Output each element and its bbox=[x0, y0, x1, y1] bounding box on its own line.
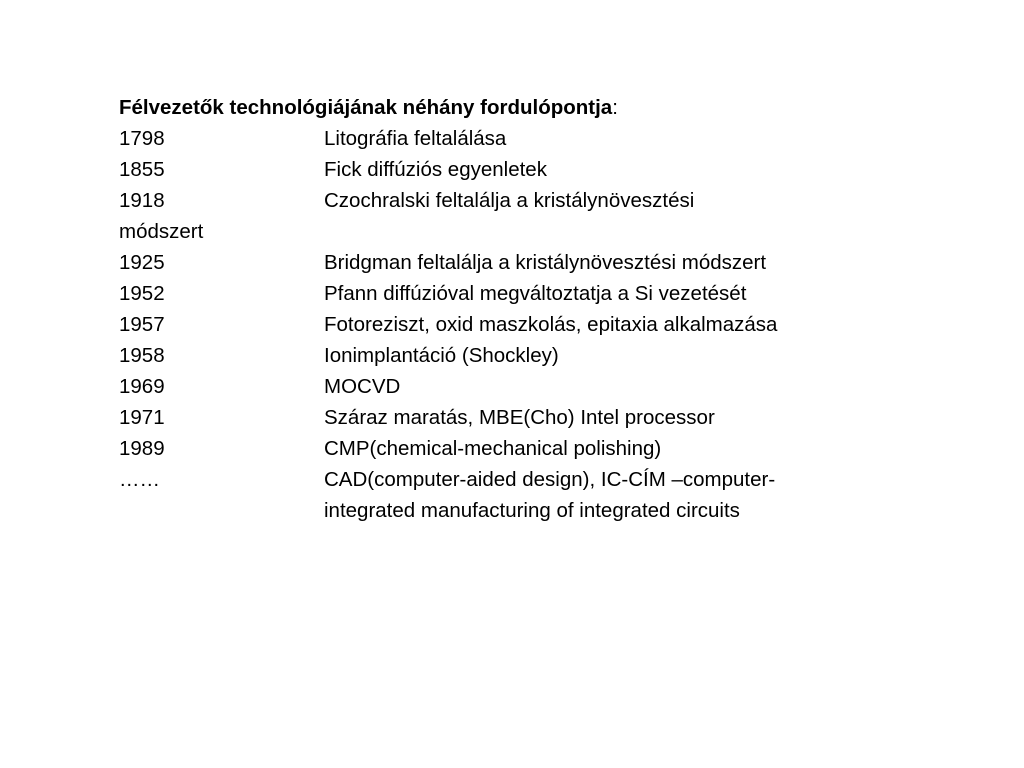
timeline-row bbox=[119, 371, 909, 402]
timeline-year: 1989 bbox=[119, 437, 165, 460]
timeline-row bbox=[119, 154, 909, 185]
slide-title-text: Félvezetők technológiájának néhány fordulópontja bbox=[119, 96, 613, 119]
timeline-row bbox=[119, 185, 909, 216]
timeline-event: Czochralski feltalálja a kristálynövesztési bbox=[324, 189, 695, 212]
timeline-year: 1971 bbox=[119, 406, 165, 429]
timeline-event: Litográfia feltalálása bbox=[324, 127, 507, 150]
timeline-row bbox=[119, 340, 909, 371]
timeline-year: 1958 bbox=[119, 344, 165, 367]
timeline-event: Pfann diffúzióval megváltoztatja a Si vezetését bbox=[324, 282, 747, 305]
slide-content bbox=[119, 92, 909, 526]
timeline-year: 1855 bbox=[119, 158, 165, 181]
timeline-event: CAD(computer-aided design), IC-CÍM –computer- bbox=[324, 468, 776, 491]
timeline-event: Bridgman feltalálja a kristálynövesztési módszert bbox=[324, 251, 767, 274]
timeline-event: Fick diffúziós egyenletek bbox=[324, 158, 547, 181]
timeline-event: Száraz maratás, MBE(Cho) Intel processor bbox=[324, 406, 715, 429]
timeline-row bbox=[119, 247, 909, 278]
timeline-year: 1918 bbox=[119, 189, 165, 212]
timeline-row bbox=[119, 433, 909, 464]
timeline-row bbox=[119, 402, 909, 433]
timeline-event: Fotoreziszt, oxid maszkolás, epitaxia alkalmazása bbox=[324, 313, 778, 336]
timeline-year: 1798 bbox=[119, 127, 165, 150]
timeline-row bbox=[119, 123, 909, 154]
slide-title bbox=[119, 92, 909, 123]
timeline-year: 1957 bbox=[119, 313, 165, 336]
timeline-row bbox=[119, 309, 909, 340]
timeline-year: …… bbox=[119, 468, 160, 491]
timeline-event-continuation: módszert bbox=[119, 220, 204, 243]
timeline-year: 1925 bbox=[119, 251, 165, 274]
timeline-year: 1969 bbox=[119, 375, 165, 398]
timeline-row bbox=[119, 278, 909, 309]
timeline-event: MOCVD bbox=[324, 375, 401, 398]
timeline-row-continuation bbox=[119, 495, 909, 526]
timeline-year: 1952 bbox=[119, 282, 165, 305]
slide-title-colon: : bbox=[612, 96, 618, 119]
timeline-row-continuation bbox=[119, 216, 909, 247]
timeline-event-continuation: integrated manufacturing of integrated circuits bbox=[324, 499, 740, 522]
timeline-event: CMP(chemical-mechanical polishing) bbox=[324, 437, 662, 460]
timeline-row bbox=[119, 464, 909, 495]
timeline-event: Ionimplantáció (Shockley) bbox=[324, 344, 559, 367]
